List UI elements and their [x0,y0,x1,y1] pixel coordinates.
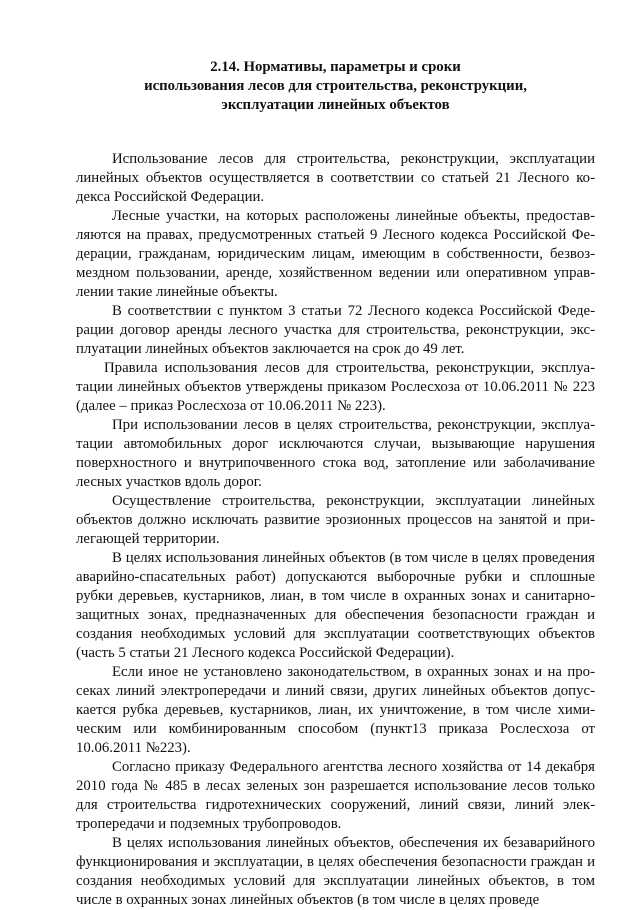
paragraph: Использование лесов для строительства, реконструкции, эксплуатации линейных объектов осуществляется в соответствии со статьей 21 Лесного кодекса Российской Федерации. [76,151,595,205]
section-title-line: использования лесов для строительства, реконструкции, [144,78,527,94]
paragraph: В соответствии с пунктом 3 статьи 72 Лесного кодекса Российской Федерации договор аренды лесного участка для строительства, реконструкции, эксплуатации линейных объектов заключается на срок до 49 лет. [76,303,595,357]
paragraph: Лесные участки, на которых расположены линейные объекты, предоставляются на правах, предусмотренных статьей 9 Лесного кодекса Российской Федерации, гражданам, юридическим лицам, имеющим в собственности, безвозмездном пользовании, аренде, хозяйственном ведении или оперативном управлении такие линейные объекты. [76,208,595,300]
document-body [76,150,595,910]
section-title-line: эксплуатации линейных объектов [221,97,450,113]
section-title [76,58,595,115]
paragraph: Если иное не установлено законодательством, в охранных зонах и на просеках линий электропередачи и линий связи, других линейных объектов допускается рубка деревьев, кустарников, лиан, их уничтожение, в том числе химическим или комбинированным способом (пункт13 приказа Рослесхоза от 10.06.2011 №223). [76,664,595,756]
paragraph: Осуществление строительства, реконструкции, эксплуатации линейных объектов должно исключать развитие эрозионных процессов на занятой и прилегающей территории. [76,493,595,547]
document-page [76,58,595,910]
paragraph: При использовании лесов в целях строительства, реконструкции, эксплуатации автомобильных дорог исключаются случаи, вызывающие нарушения поверхностного и внутрипочвенного стока вод, затопление или заболачивание лесных участков вдоль дорог. [76,417,595,490]
paragraph: Согласно приказу Федерального агентства лесного хозяйства от 14 декабря 2010 года № 485 в лесах зеленых зон разрешается использование лесов только для строительства гидротехнических сооружений, линий связи, линий электропередачи и подземных трубопроводов. [76,759,595,832]
paragraph: Правила использования лесов для строительства, реконструкции, эксплуатации линейных объектов утверждены приказом Рослесхоза от 10.06.2011 № 223 (далее – приказ Рослесхоза от 10.06.2011 № 223). [76,360,595,414]
paragraph: В целях использования линейных объектов (в том числе в целях проведения аварийно-спасательных работ) допускаются выборочные рубки и сплошные рубки деревьев, кустарников, лиан, в том числе в охранных зонах и санитарно-защитных зонах, предназначенных для обеспечения безопасности граждан и создания необходимых условий для эксплуатации соответствующих объектов (часть 5 статьи 21 Лесного кодекса Российской Федерации). [76,550,595,661]
section-title-line: 2.14. Нормативы, параметры и сроки [210,59,461,75]
paragraph: В целях использования линейных объектов, обеспечения их безаварийного функционирования и эксплуатации, в целях обеспечения безопасности граждан и создания необходимых условий для эксплуатации линейных объектов, в том числе в охранных зонах линейных объектов (в том числе в целях проведе [76,835,595,908]
